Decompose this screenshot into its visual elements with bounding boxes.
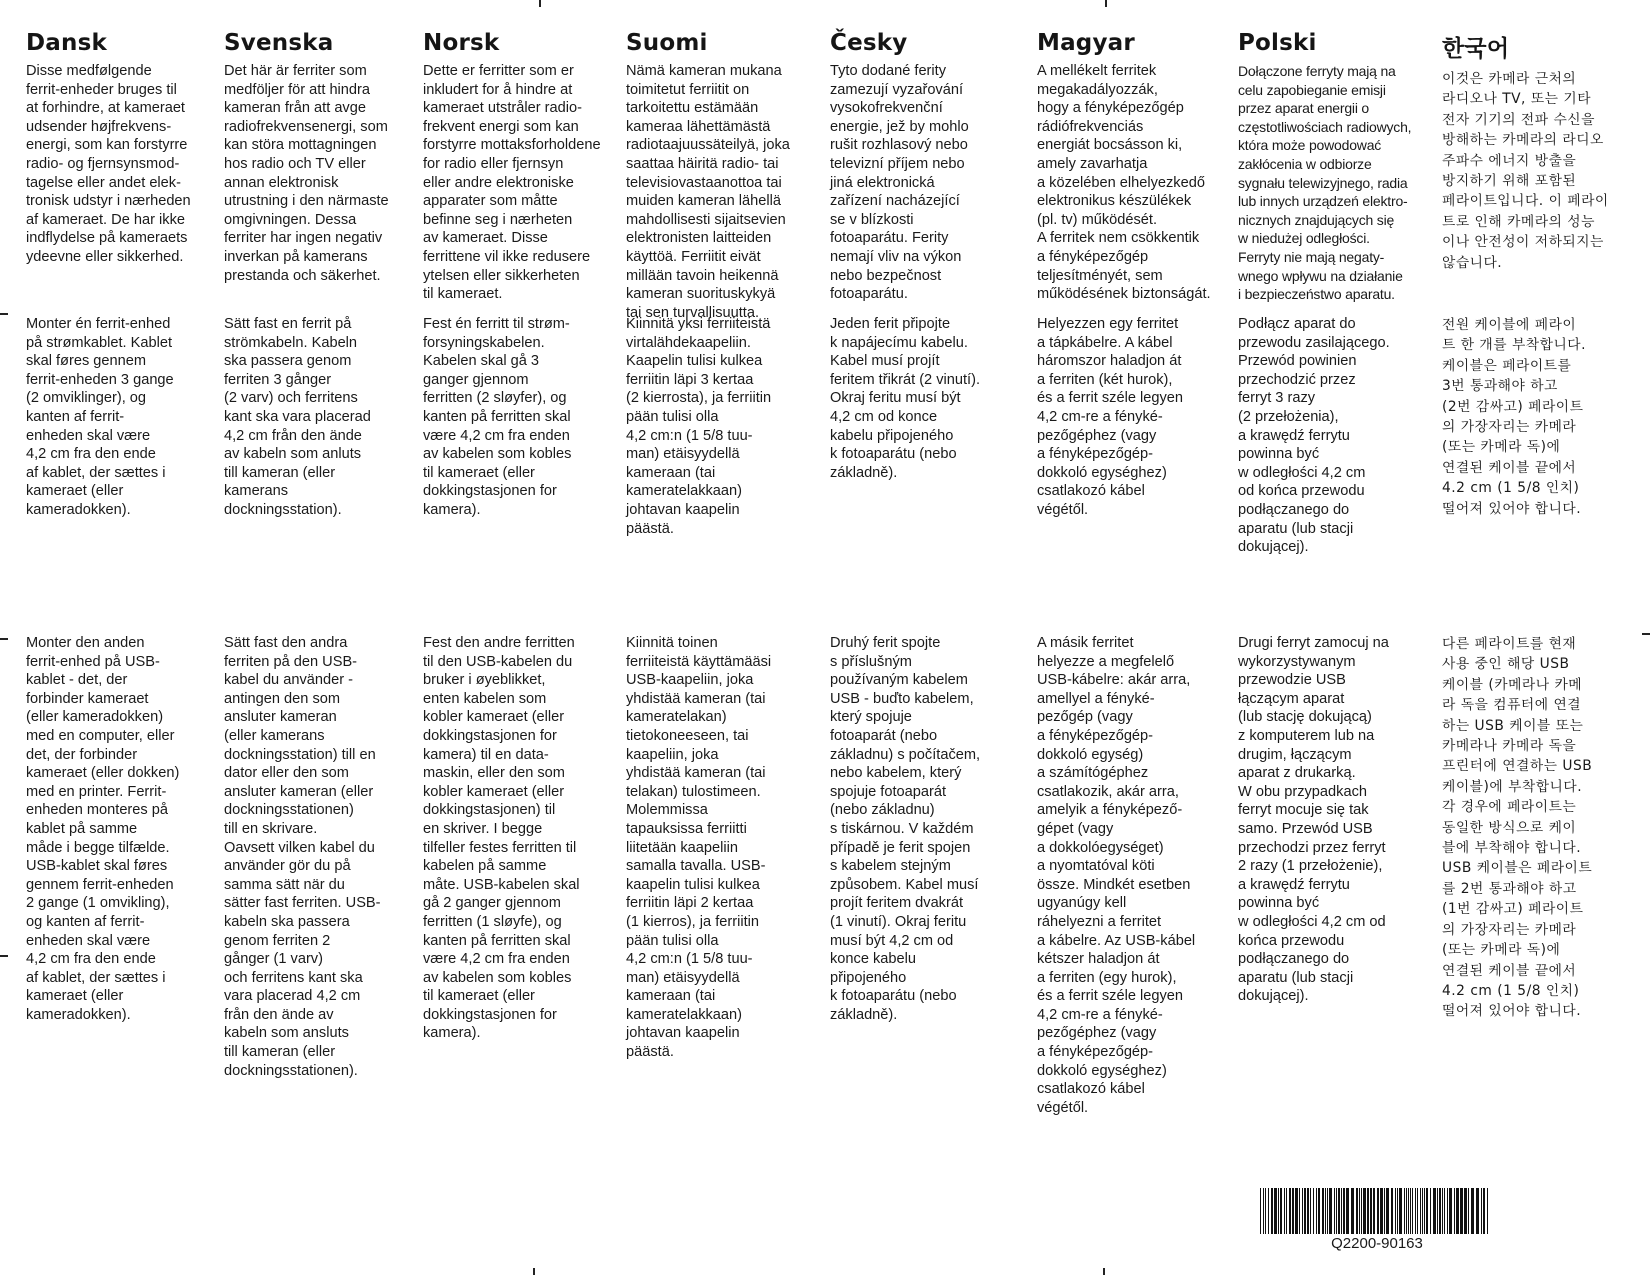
barcode-bar: [1322, 1188, 1324, 1234]
barcode-bar: [1363, 1188, 1366, 1234]
barcode-bar: [1442, 1188, 1443, 1234]
barcode-bar: [1286, 1188, 1287, 1234]
barcode-bar: [1327, 1188, 1328, 1234]
column-norsk: [423, 30, 618, 1042]
column-suomi: [626, 30, 816, 1061]
barcode-bar: [1351, 1188, 1354, 1234]
usb-cable-paragraph: A másik ferritet helyezze a megfelelő USB-kábelre: akár arra, amellyel a fényké- pezőgép (vagy a fényképezőgép- dokkoló egység) a számítógéphez csatlakozik, akár arra, amelyik a fényképező- gépet (vagy a dokkolóegységet) a nyomtatóval köti össze. Mindkét esetben ugyanúgy kell ráhelyezni a ferritet a kábelre. Az USB-kábel kétszer haladjon át a ferriten (egy hurok), és a ferrit széle legyen 4,2 cm-re a fényké- pezőgéphez (vagy a fényképezőgép- dokkoló egységhez) csatlakozó kábel végétől.: [1037, 635, 1196, 1116]
barcode-bar: [1313, 1188, 1314, 1234]
crop-mark-top-left: [539, 0, 541, 7]
barcode-bar: [1310, 1188, 1311, 1234]
barcode-bar: [1370, 1188, 1372, 1234]
barcode-bar: [1397, 1188, 1398, 1234]
fold-mark-left-3: [0, 955, 8, 957]
intro-paragraph: Dołączone ferryty mają na celu zapobieganie emisji przez aparat energii o częstotliwościach radiowych, która może powodować zakłócenia w odbiorze sygnału telewizyjnego, radia lub innych urządzeń elektro- nicznych znajdujących się w niedużej odległości. Ferryty nie mają negaty- wnego wpływu na działanie i bezpieczeństwo aparatu.: [1238, 63, 1412, 303]
column-cesky: [830, 30, 1025, 1023]
usb-cable-paragraph: Drugi ferryt zamocuj na wykorzystywanym przewodzie USB łączącym aparat (lub stację dokującą) z komputerem lub na drugim, łączącym aparat z drukarką. W obu przypadkach ferryt mocuje się tak samo. Przewód USB przechodzi przez ferryt 2 razy (1 przełożenie), a krawędź ferrytu powinna być w odległości 4,2 cm od końca przewodu podłączanego do aparatu (lub stacji dokującej).: [1238, 635, 1389, 1005]
barcode-bar: [1361, 1188, 1362, 1234]
usb-cable-paragraph: 다른 페라이트를 현재 사용 중인 해당 USB 케이블 (카메라나 카메 라 독을 컴퓨터에 연결 하는 USB 케이블 또는 카메라나 카메라 독을 프린터에 연결하는 USB 케이블)에 부착합니다. 각 경우에 페라이트는 동일한 방식으로 케이 블에 부착해야 합니다. USB 케이블은 페라이트 를 2번 통과해야 하고 (1번 감싸고) 페라이트 의 가장자리는 카메라 (또는 카메라 독)에 연결된 케이블 끝에서 4.2 cm (1 5/8 인치) 떨어져 있어야 합니다.: [1442, 636, 1593, 1020]
barcode-bar: [1395, 1188, 1396, 1234]
barcode-bar: [1412, 1188, 1413, 1234]
power-cable-paragraph: Kiinnitä yksi ferriiteistä virtalähdekaapeliin. Kaapelin tulisi kulkea ferriitin läpi 3 kertaa (2 kierrosta), ja ferriitin pään tulisi olla 4,2 cm:n (1 5/8 tuu- man) etäisyydellä kameraan (tai kameratelakkaan) johtavan kaapelin päästä.: [626, 316, 772, 537]
language-title: Polski: [1238, 30, 1317, 56]
barcode-bar: [1449, 1188, 1452, 1234]
barcode-bar: [1271, 1188, 1273, 1234]
barcode-bar: [1460, 1188, 1463, 1234]
fold-mark-left-1: [0, 313, 8, 315]
usb-cable-paragraph: Sätt fast den andra ferriten på den USB- kabel du använder - antingen den som ansluter kameran (eller kamerans dockningsstation) till en dator eller den som ansluter kameran (eller dockningsstationen) till en skrivare. Oavsett vilken kabel du använder gör du på samma sätt när du sätter fast ferriten. USB- kabeln ska passera genom ferriten 2 gånger (1 varv) och ferritens kant ska vara placerad 4,2 cm från den ände av kabeln som ansluts till kameran (eller dockningsstationen).: [224, 635, 381, 1079]
power-cable-paragraph: Podłącz aparat do przewodu zasilającego. Przewód powinien przechodzić przez ferryt 3 razy (2 przełożenia), a krawędź ferrytu powinna być w odległości 4,2 cm od końca przewodu podłączanego do aparatu (lub stacji dokującej).: [1238, 316, 1390, 556]
intro-paragraph: Tyto dodané ferity zamezují vyzařování vysokofrekvenční energie, jež by mohlo rušit rozhlasový nebo televizní příjem nebo jiná elektronická zařízení nacházející se v blízkosti fotoaparátu. Ferity nemají vliv na výkon nebo bezpečnost fotoaparátu.: [830, 63, 969, 303]
barcode-bar: [1406, 1188, 1407, 1234]
intro-paragraph: Dette er ferritter som er inkludert for å hindre at kameraet utstråler radio- frekvent energi som kan forstyrre mottaksforholdene for radio eller fjernsyn eller andre elektroniske apparater som måtte befinne seg i nærheten av kameraet. Disse ferrittene vil ikke redusere ytelsen eller sikkerheten til kameraet.: [423, 63, 601, 303]
barcode-bar: [1268, 1188, 1269, 1234]
barcode-bar: [1316, 1188, 1317, 1234]
barcode-bar: [1439, 1188, 1441, 1234]
barcode-bar: [1343, 1188, 1345, 1234]
barcode-bar: [1280, 1188, 1282, 1234]
intro-paragraph: Det här är ferriter som medföljer för att hindra kameran från att avge radiofrekvensenergi, som kan störa mottagningen hos radio och TV eller annan elektronisk utrustning i den närmaste omgivningen. Dessa ferriter har ingen negativ inverkan på kamerans prestanda och säkerhet.: [224, 63, 389, 284]
usb-cable-paragraph: Druhý ferit spojte s příslušným používaným kabelem USB - buďto kabelem, který spojuje fotoaparát (nebo základnu) s počítačem, nebo kabelem, který spojuje fotoaparát (nebo základnu) s tiskárnou. V každém případě je ferit spojen s kabelem stejným způsobem. Kabel musí projít feritem dvakrát (1 vinutí). Okraj feritu musí být 4,2 cm od konce kabelu připojeného k fotoaparátu (nebo základně).: [830, 635, 981, 1023]
barcode-bar: [1408, 1188, 1409, 1234]
barcode-bar: [1367, 1188, 1369, 1234]
barcode-bar: [1444, 1188, 1445, 1234]
fold-mark-right-1: [1642, 633, 1650, 635]
crop-mark-top-right: [1105, 0, 1107, 7]
barcode-bar: [1380, 1188, 1383, 1234]
column-polski: [1238, 30, 1433, 1005]
barcode-bar: [1318, 1188, 1320, 1234]
barcode-number: Q2200-90163: [1331, 1235, 1423, 1252]
column-svenska: [224, 30, 414, 1079]
column-korean: [1442, 30, 1642, 1020]
crop-mark-bottom-left: [533, 1268, 535, 1275]
barcode-bar: [1456, 1188, 1459, 1234]
usb-cable-paragraph: Kiinnitä toinen ferriiteistä käyttämääsi USB-kaapeliin, joka yhdistää kameran (tai kameratelakan) tietokoneeseen, tai kaapeliin, joka yhdistää kameran (tai telakan) tulostimeen. Molemmissa tapauksissa ferriitti liitetään kaapeliin samalla tavalla. USB- kaapelin tulisi kulkea ferriitin läpi 2 kertaa (1 kierros), ja ferriitin pään tulisi olla 4,2 cm:n (1 5/8 tuu- man) etäisyydellä kameraan (tai kameratelakkaan) johtavan kaapelin päästä.: [626, 635, 772, 1061]
barcode-bar: [1386, 1188, 1389, 1234]
barcode-bar: [1302, 1188, 1303, 1234]
barcode-bar: [1263, 1188, 1264, 1234]
barcode-bar: [1404, 1188, 1405, 1234]
crop-mark-bottom-right: [1103, 1268, 1105, 1275]
language-title: Norsk: [423, 30, 500, 56]
power-cable-paragraph: Monter én ferrit-enhed på strømkablet. Kablet skal føres gennem ferrit-enheden 3 gange (2 omviklinger), og kanten af ferrit- enheden skal være 4,2 cm fra den ende af kablet, der sættes i kameraet (eller kameradokken).: [26, 316, 174, 518]
barcode-bar: [1338, 1188, 1340, 1234]
language-title: Dansk: [26, 30, 107, 56]
barcode-bar: [1430, 1188, 1431, 1234]
barcode-bar: [1274, 1188, 1277, 1234]
barcode-bar: [1373, 1188, 1375, 1234]
language-title: Magyar: [1037, 30, 1135, 56]
barcode-bar: [1265, 1188, 1266, 1234]
barcode-bar: [1433, 1188, 1436, 1234]
barcode-bar: [1447, 1188, 1448, 1234]
barcode-bar: [1278, 1188, 1279, 1234]
intro-paragraph: Disse medfølgende ferrit-enheder bruges til at forhindre, at kameraet udsender højfrekvens- energi, som kan forstyrre radio- og fjernsynsmod- tagelse eller andet elek- tronisk udstyr i nærheden af kameraet. De har ikke indflydelse på kameraets ydeevne eller sikkerhed.: [26, 63, 191, 265]
power-cable-paragraph: Jeden ferit připojte k napájecímu kabelu. Kabel musí projít feritem třikrát (2 vinutí). Okraj feritu musí být 4,2 cm od konce kabelu připojeného k fotoaparátu (nebo základně).: [830, 316, 981, 481]
barcode-bar: [1468, 1188, 1469, 1234]
barcode-bar: [1289, 1188, 1291, 1234]
fold-mark-left-2: [0, 638, 8, 640]
barcode-bar: [1487, 1188, 1488, 1234]
barcode-bar: [1346, 1188, 1349, 1234]
barcode-bar: [1426, 1188, 1428, 1234]
barcode-bar: [1356, 1188, 1358, 1234]
barcode-bar: [1377, 1188, 1379, 1234]
barcode-bar: [1391, 1188, 1393, 1234]
barcode-bar: [1481, 1188, 1482, 1234]
column-dansk: [26, 30, 211, 1023]
barcode-bar: [1336, 1188, 1337, 1234]
power-cable-paragraph: Sätt fast en ferrit på strömkabeln. Kabeln ska passera genom ferriten 3 gånger (2 varv) och ferritens kant ska vara placerad 4,2 cm från den ände av kabeln som anluts till kameran (eller kamerans dockningsstation).: [224, 316, 371, 518]
barcode-bar: [1483, 1188, 1485, 1234]
barcode-bar: [1359, 1188, 1360, 1234]
barcode-bar: [1334, 1188, 1335, 1234]
barcode-bar: [1471, 1188, 1474, 1234]
usb-cable-paragraph: Fest den andre ferritten til den USB-kabelen du bruker i øyeblikket, enten kabelen som kobler kameraet (eller dokkingstasjonen for kamera) til en data- maskin, eller den som kobler kameraet (eller dokkingstasjonen) til en skriver. I begge tilfeller festes ferritten til kabelen på samme måte. USB-kabelen skal gå 2 ganger gjennom ferritten (1 sløyfe), og kanten på ferritten skal være 4,2 cm fra enden av kabelen som kobles til kameraet (eller dokkingstasjonen for kamera).: [423, 635, 580, 1042]
column-magyar: [1037, 30, 1233, 1116]
barcode-bar: [1420, 1188, 1421, 1234]
barcode-bar: [1299, 1188, 1300, 1234]
barcode-bar: [1417, 1188, 1418, 1234]
barcode-bar: [1329, 1188, 1332, 1234]
barcode-bar: [1292, 1188, 1294, 1234]
language-title: 한국어: [1442, 36, 1510, 62]
intro-paragraph: 이것은 카메라 근처의 라디오나 TV, 또는 기타 전자 기기의 전파 수신을 방해하는 카메라의 라디오 주파수 에너지 방출을 방지하기 위해 포함된 페라이트입니다. 이 페라이 트로 인해 카메라의 성능 이나 안전성이 저하되지는 않습니다.: [1442, 71, 1609, 271]
barcode-bar: [1304, 1188, 1306, 1234]
power-cable-paragraph: Fest én ferritt til strøm- forsyningskabelen. Kabelen skal gå 3 ganger gjennom ferritten (2 sløyfer), og kanten på ferritten skal være 4,2 cm fra enden av kabelen som kobles til kameraet (eller dokkingstasjonen for kamera).: [423, 316, 572, 518]
barcode-bar: [1325, 1188, 1326, 1234]
barcode-bar: [1454, 1188, 1455, 1234]
language-title: Svenska: [224, 30, 334, 56]
language-title: Česky: [830, 30, 908, 56]
barcode-bar: [1476, 1188, 1479, 1234]
intro-paragraph: Nämä kameran mukana toimitetut ferriitit on tarkoitettu estämään kameraa lähettämästä radiotaajuussäteilyä, joka saattaa häiritä radio- tai televisiovastaanottoa tai muiden kameran lähellä mahdollisesti sijaitsevien elektronisten laitteiden käyttöä. Ferriitit eivät millään tavoin heikennä kameran suorituskykyä tai sen turvallisuutta.: [626, 63, 790, 321]
barcode-bar: [1410, 1188, 1411, 1234]
barcode-bar: [1437, 1188, 1438, 1234]
barcode-bar: [1307, 1188, 1309, 1234]
barcode-bar: [1284, 1188, 1285, 1234]
barcode-bar: [1384, 1188, 1385, 1234]
barcode-bar: [1260, 1188, 1261, 1234]
barcode-bar: [1422, 1188, 1423, 1234]
barcode-bar: [1399, 1188, 1402, 1234]
barcode: [1260, 1188, 1490, 1234]
usb-cable-paragraph: Monter den anden ferrit-enhed på USB- kablet - det, der forbinder kameraet (eller kameradokken) med en computer, eller det, der forbinder kameraet (eller dokken) med en printer. Ferrit- enheden monteres på kablet på samme måde i begge tilfælde. USB-kablet skal føres gennem ferrit-enheden 2 gange (1 omvikling), og kanten af ferrit- enheden skal være 4,2 cm fra den ende af kablet, der sættes i kameraet (eller kameradokken).: [26, 635, 180, 1023]
language-title: Suomi: [626, 30, 708, 56]
barcode-bar: [1424, 1188, 1425, 1234]
barcode-bar: [1341, 1188, 1342, 1234]
power-cable-paragraph: Helyezzen egy ferritet a tápkábelre. A kábel háromszor haladjon át a ferriten (két hurok), és a ferrit széle legyen 4,2 cm-re a fényké- pezőgéphez (vagy a fényképezőgép- dokkoló egységhez) csatlakozó kábel végétől.: [1037, 316, 1184, 518]
barcode-bar: [1295, 1188, 1298, 1234]
barcode-bar: [1464, 1188, 1467, 1234]
barcode-bar: [1415, 1188, 1416, 1234]
intro-paragraph: A mellékelt ferritek megakadályozzák, hogy a fényképezőgép rádiófrekvenciás energiát bocsásson ki, amely zavarhatja a közelében elhelyezkedő elektronikus készülékek (pl. tv) működését. A ferritek nem csökkentik a fényképezőgép teljesítményét, sem működésének biztonságát.: [1037, 63, 1211, 303]
power-cable-paragraph: 전원 케이블에 페라이 트 한 개를 부착합니다. 케이블은 페라이트를 3번 통과해야 하고 (2번 감싸고) 페라이트 의 가장자리는 카메라 (또는 카메라 독)에 연결된 케이블 끝에서 4.2 cm (1 5/8 인치) 떨어져 있어야 합니다.: [1442, 317, 1586, 517]
